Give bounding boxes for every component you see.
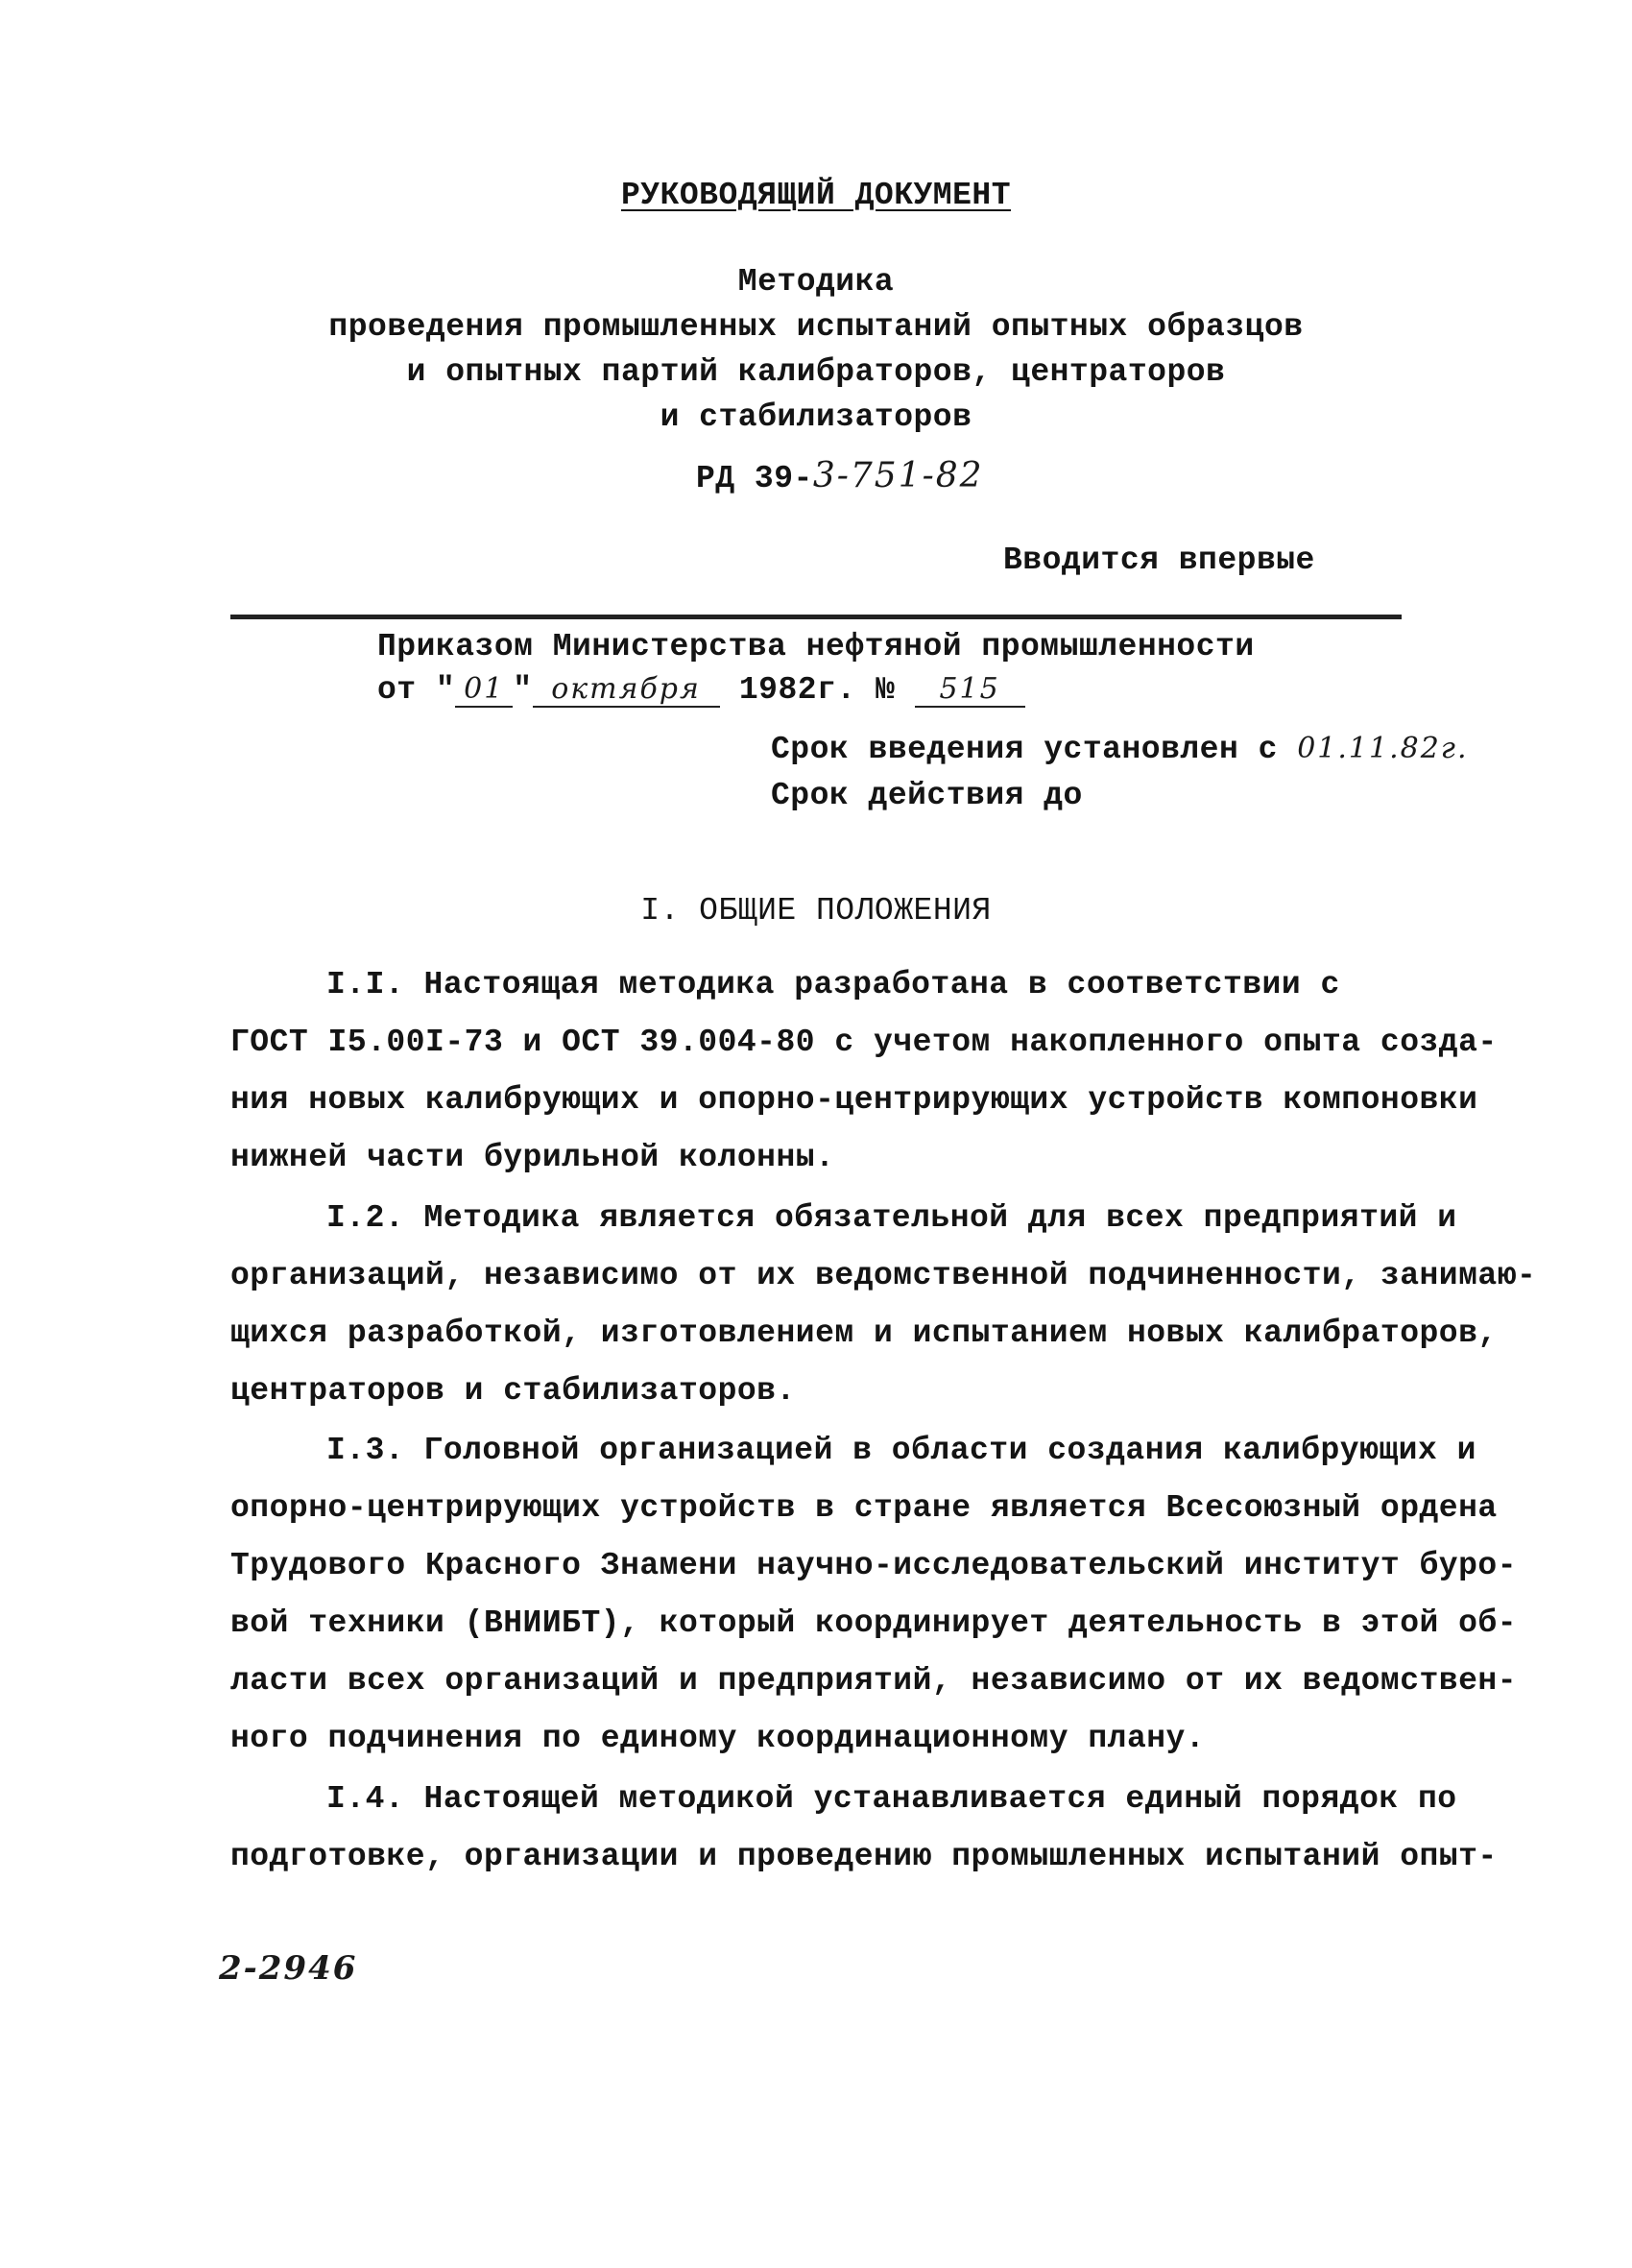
order-date-line <box>377 672 1025 708</box>
paragraph-line: ния новых калибрующих и опорно-центрирующих устройств компоновки <box>230 1082 1478 1118</box>
effective-label: Срок введения установлен с <box>771 732 1278 767</box>
order-number-sign: № <box>875 672 896 708</box>
paragraph-line: I.I. Настоящая методика разработана в соответствии с <box>326 967 1340 1002</box>
paragraph-line: вой техники (ВНИИБТ), который координирует деятельность в этой об- <box>230 1605 1518 1641</box>
paragraph-line: нижней части бурильной колонны. <box>230 1140 835 1175</box>
document-type-heading: РУКОВОДЯЩИЙ ДОКУМЕНТ <box>620 178 1012 213</box>
paragraph-line: ласти всех организаций и предприятий, независимо от их ведомствен- <box>230 1663 1518 1699</box>
paragraph-line: I.2. Методика является обязательной для всех предприятий и <box>326 1200 1457 1236</box>
paragraph-line: подготовке, организации и проведению промышленных испытаний опыт- <box>230 1839 1498 1874</box>
title-line-4: и стабилизаторов <box>660 399 972 435</box>
paragraph-line: I.4. Настоящей методикой устанавливается единый порядок по <box>326 1781 1457 1817</box>
title-line-3: и опытных партий калибраторов, центраторов <box>406 354 1226 390</box>
paragraph-line: опорно-центрирующих устройств в стране является Всесоюзный ордена <box>230 1490 1498 1526</box>
order-line: Приказом Министерства нефтяной промышленности <box>377 629 1255 664</box>
paragraph-line: ного подчинения по единому координационному плану. <box>230 1721 1206 1756</box>
paragraph-line: Трудового Красного Знамени научно-исследовательский институт буро- <box>230 1548 1518 1583</box>
order-month-handwritten: октября <box>533 672 720 708</box>
horizontal-rule <box>230 615 1402 619</box>
order-year: 1982г. <box>738 672 856 708</box>
rd-number-handwritten: 3-751-82 <box>812 456 984 495</box>
valid-until-label: Срок действия до <box>771 778 1083 813</box>
order-day-handwritten: 01 <box>455 672 513 708</box>
title-line-1: Методика <box>737 264 895 300</box>
order-quote: " <box>513 672 533 708</box>
paragraph-line: организаций, независимо от их ведомственной подчиненности, занимаю- <box>230 1258 1537 1293</box>
effective-line <box>771 732 1469 767</box>
section-heading: I. ОБЩИЕ ПОЛОЖЕНИЯ <box>640 893 992 929</box>
rd-prefix: РД 39- <box>696 461 813 496</box>
order-number-handwritten: 515 <box>915 672 1025 708</box>
rd-designation <box>696 456 984 496</box>
paragraph-line: щихся разработкой, изготовлением и испытанием новых калибраторов, <box>230 1315 1498 1351</box>
order-from-prefix: от " <box>377 672 456 708</box>
handwritten-archive-mark: 2-2946 <box>219 1949 358 1988</box>
paragraph-line: ГОСТ I5.00I-73 и ОСТ 39.004-80 с учетом накопленного опыта созда- <box>230 1025 1498 1060</box>
first-introduced-note: Вводится впервые <box>1003 543 1315 578</box>
effective-date-handwritten: 01.11.82г. <box>1297 732 1469 765</box>
paragraph-line: I.3. Головной организацией в области создания калибрующих и <box>326 1433 1476 1468</box>
title-line-2: проведения промышленных испытаний опытных образцов <box>328 309 1304 345</box>
paragraph-line: центраторов и стабилизаторов. <box>230 1373 796 1409</box>
